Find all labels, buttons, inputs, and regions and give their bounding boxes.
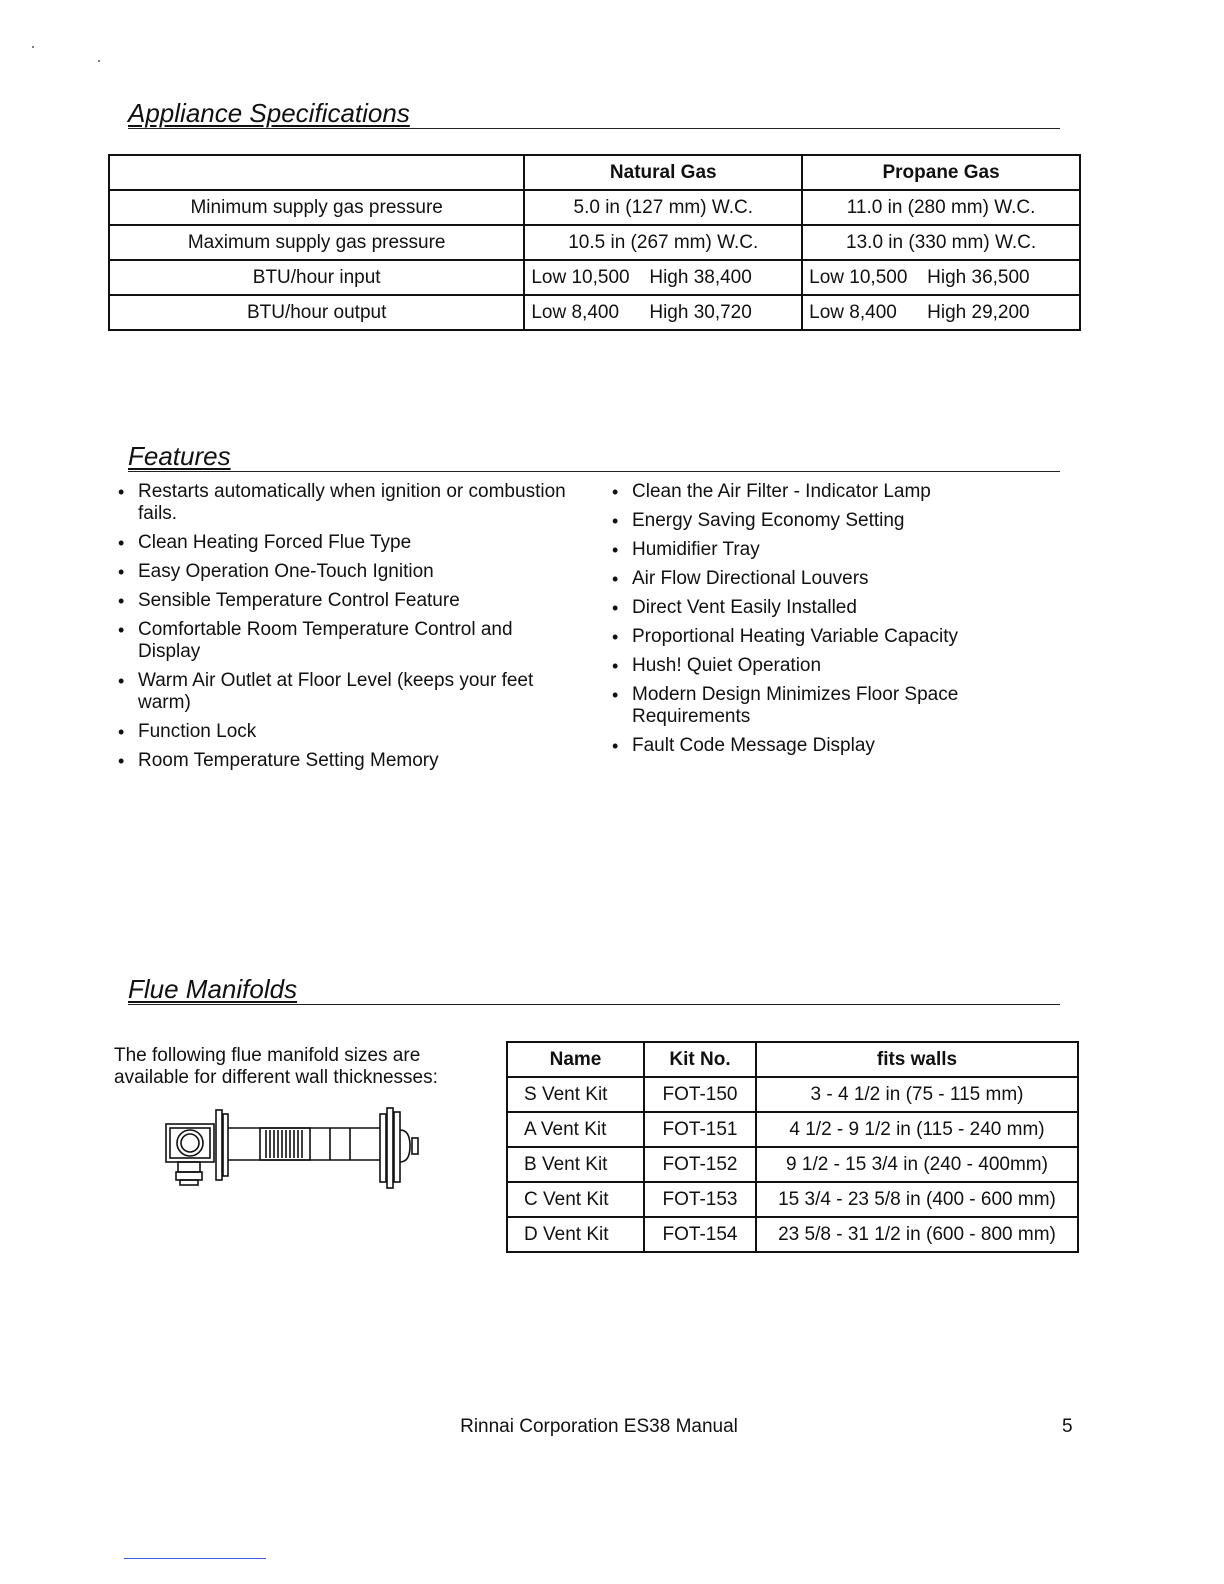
- bottom-divider: [124, 1558, 266, 1559]
- kit-wall-range: 9 1/2 - 15 3/4 in (240 - 400mm): [756, 1147, 1078, 1182]
- list-item: • Hush! Quiet Operation: [608, 655, 1058, 677]
- specifications-table: [108, 154, 1081, 331]
- table-row: [507, 1112, 1078, 1147]
- list-item: • Restarts automatically when ignition or combustion fails.: [114, 481, 574, 525]
- list-item: • Proportional Heating Variable Capacity: [608, 626, 1058, 648]
- list-item: • Easy Operation One-Touch Ignition: [114, 561, 574, 583]
- list-item: • Energy Saving Economy Setting: [608, 510, 1058, 532]
- high-value: High 30,720: [649, 301, 752, 323]
- scan-speck: [98, 60, 100, 62]
- high-value: High 38,400: [649, 266, 752, 288]
- kit-wall-range: 15 3/4 - 23 5/8 in (400 - 600 mm): [756, 1182, 1078, 1217]
- kit-number: FOT-153: [644, 1182, 756, 1217]
- header-propane-gas: Propane Gas: [802, 155, 1080, 190]
- kit-number: FOT-152: [644, 1147, 756, 1182]
- kit-number: FOT-154: [644, 1217, 756, 1252]
- kit-wall-range: 23 5/8 - 31 1/2 in (600 - 800 mm): [756, 1217, 1078, 1252]
- natural-value: 5.0 in (127 mm) W.C.: [524, 190, 802, 225]
- low-value: Low 10,500: [809, 266, 908, 288]
- propane-range: [802, 260, 1080, 295]
- table-row: [507, 1147, 1078, 1182]
- table-row: [507, 1182, 1078, 1217]
- features-list-left: [114, 481, 574, 779]
- scan-speck: [32, 46, 34, 48]
- header-fits-walls: fits walls: [756, 1042, 1078, 1077]
- low-value: Low 8,400: [809, 301, 897, 323]
- list-item: • Comfortable Room Temperature Control and Display: [114, 619, 574, 663]
- list-item: • Direct Vent Easily Installed: [608, 597, 1058, 619]
- table-row: [109, 295, 1080, 330]
- kit-name: B Vent Kit: [507, 1147, 644, 1182]
- low-value: Low 8,400: [531, 301, 620, 323]
- list-item: • Modern Design Minimizes Floor Space Requirements: [608, 684, 1058, 728]
- table-header-row: [507, 1042, 1078, 1077]
- list-item: • Fault Code Message Display: [608, 735, 1058, 757]
- table-row: [109, 260, 1080, 295]
- header-kit-no: Kit No.: [644, 1042, 756, 1077]
- page-number: 5: [1062, 1416, 1073, 1437]
- footer-text: Rinnai Corporation ES38 Manual: [460, 1416, 738, 1437]
- kit-wall-range: 4 1/2 - 9 1/2 in (115 - 240 mm): [756, 1112, 1078, 1147]
- table-row: [507, 1217, 1078, 1252]
- list-item: • Air Flow Directional Louvers: [608, 568, 1058, 590]
- header-natural-gas: Natural Gas: [524, 155, 802, 190]
- propane-value: 11.0 in (280 mm) W.C.: [802, 190, 1080, 225]
- header-blank: [109, 155, 524, 190]
- kit-number: FOT-150: [644, 1077, 756, 1112]
- kit-number: FOT-151: [644, 1112, 756, 1147]
- table-row: [109, 225, 1080, 260]
- flue-intro-text: The following flue manifold sizes are available for different wall thicknesses:: [114, 1045, 438, 1088]
- flue-manifold-illustration: [160, 1102, 430, 1197]
- table-row: [109, 190, 1080, 225]
- header-name: Name: [507, 1042, 644, 1077]
- table-header-row: [109, 155, 1080, 190]
- list-item: • Sensible Temperature Control Feature: [114, 590, 574, 612]
- section-title-features: Features: [128, 441, 1060, 472]
- list-item: • Clean Heating Forced Flue Type: [114, 532, 574, 554]
- row-label: Maximum supply gas pressure: [109, 225, 524, 260]
- vent-kit-table: [506, 1041, 1079, 1253]
- kit-name: C Vent Kit: [507, 1182, 644, 1217]
- kit-name: S Vent Kit: [507, 1077, 644, 1112]
- table-row: [507, 1077, 1078, 1112]
- list-item: • Humidifier Tray: [608, 539, 1058, 561]
- propane-value: 13.0 in (330 mm) W.C.: [802, 225, 1080, 260]
- features-list-right: [608, 481, 1058, 764]
- natural-range: [524, 295, 802, 330]
- list-item: • Room Temperature Setting Memory: [114, 750, 574, 772]
- row-label: BTU/hour input: [109, 260, 524, 295]
- list-item: • Function Lock: [114, 721, 574, 743]
- kit-wall-range: 3 - 4 1/2 in (75 - 115 mm): [756, 1077, 1078, 1112]
- row-label: BTU/hour output: [109, 295, 524, 330]
- list-item: • Warm Air Outlet at Floor Level (keeps your feet warm): [114, 670, 574, 714]
- high-value: High 29,200: [927, 301, 1030, 323]
- natural-value: 10.5 in (267 mm) W.C.: [524, 225, 802, 260]
- low-value: Low 10,500: [531, 266, 630, 288]
- section-title-specifications: Appliance Specifications: [128, 98, 1060, 129]
- row-label: Minimum supply gas pressure: [109, 190, 524, 225]
- kit-name: D Vent Kit: [507, 1217, 644, 1252]
- propane-range: [802, 295, 1080, 330]
- kit-name: A Vent Kit: [507, 1112, 644, 1147]
- list-item: • Clean the Air Filter - Indicator Lamp: [608, 481, 1058, 503]
- high-value: High 36,500: [927, 266, 1030, 288]
- natural-range: [524, 260, 802, 295]
- section-title-flue-manifolds: Flue Manifolds: [128, 974, 1060, 1005]
